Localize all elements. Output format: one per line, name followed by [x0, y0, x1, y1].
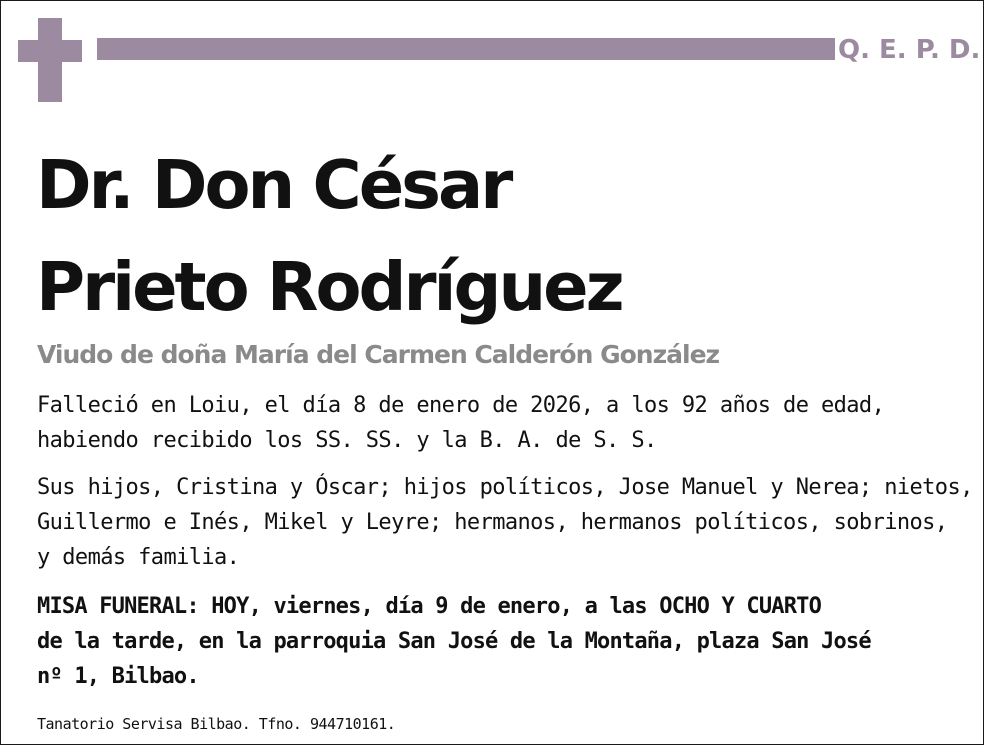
- cross-icon-horizontal: [18, 40, 82, 62]
- deceased-name: [36, 134, 622, 338]
- family-line: Guillermo e Inés, Mikel y Leyre; hermanos, hermanos políticos, sobrinos,: [37, 510, 948, 535]
- family-paragraph: [37, 470, 973, 575]
- funeral-line: nº 1, Bilbao.: [37, 664, 199, 689]
- funeral-line: de la tarde, en la parroquia San José de la Montaña, plaza San José: [37, 629, 871, 654]
- death-line: Falleció en Loiu, el día 8 de enero de 2026, a los 92 años de edad,: [37, 393, 885, 418]
- death-line: habiendo recibido los SS. SS. y la B. A. de S. S.: [37, 428, 657, 453]
- header-bar: [97, 38, 835, 60]
- name-line-2: Prieto Rodríguez: [36, 248, 622, 326]
- death-paragraph: [37, 388, 884, 458]
- family-line: Sus hijos, Cristina y Óscar; hijos políticos, Jose Manuel y Nerea; nietos,: [37, 475, 973, 500]
- funeral-paragraph: [37, 589, 871, 694]
- name-line-1: Dr. Don César: [36, 146, 511, 224]
- widow-line: Viudo de doña María del Carmen Calderón González: [37, 340, 720, 369]
- funeral-home-footer: Tanatorio Servisa Bilbao. Tfno. 944710161.: [37, 715, 396, 733]
- family-line: y demás familia.: [37, 545, 240, 570]
- funeral-line: MISA FUNERAL: HOY, viernes, día 9 de enero, a las OCHO Y CUARTO: [37, 594, 822, 619]
- qepd-label: Q. E. P. D.: [838, 35, 981, 65]
